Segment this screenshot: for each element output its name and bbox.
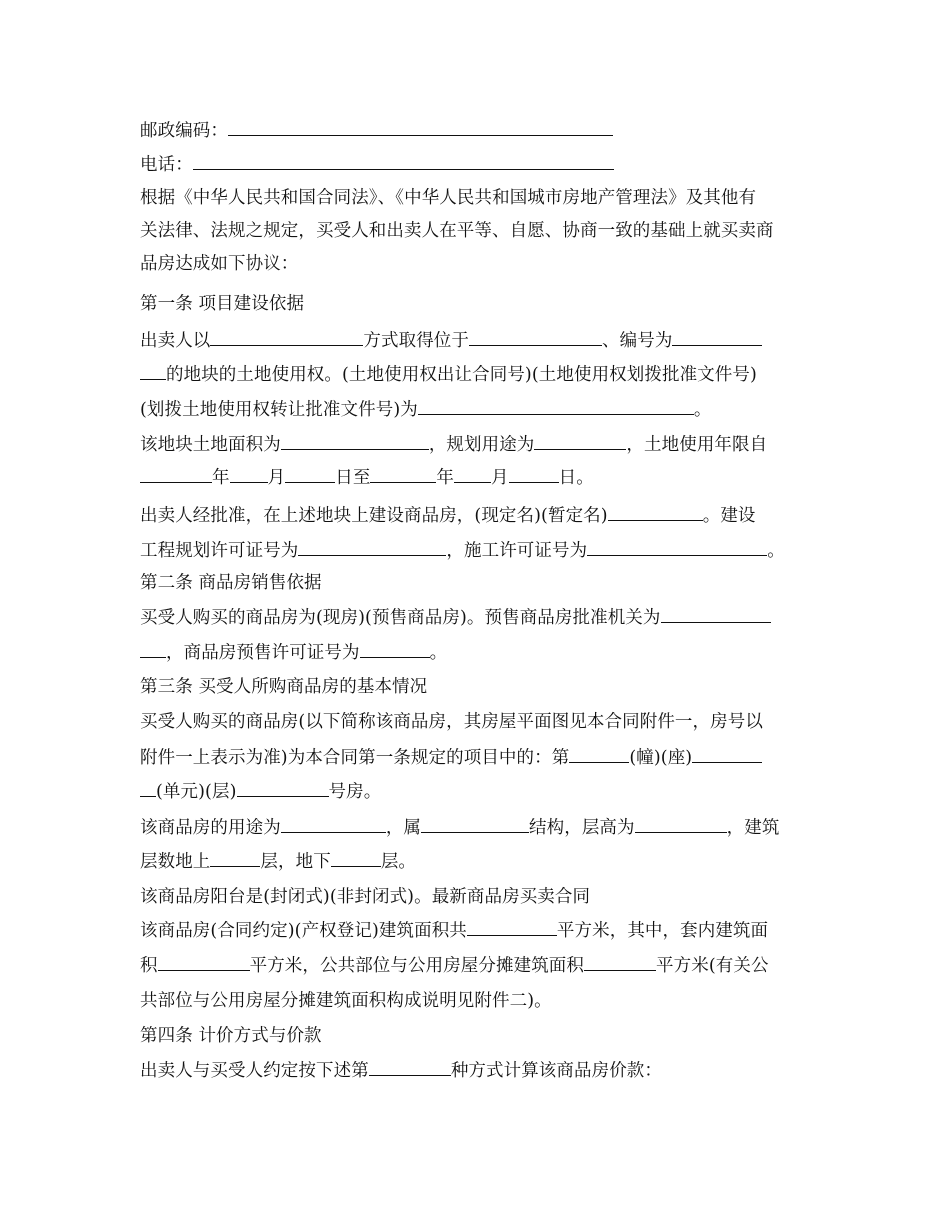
- text: 结构，层高为: [529, 818, 635, 838]
- blank-field[interactable]: [635, 818, 727, 833]
- text: 年: [212, 468, 230, 488]
- blank-field[interactable]: [692, 748, 762, 763]
- text: 该地块土地面积为: [140, 435, 281, 455]
- text: 方式取得位于: [363, 331, 470, 351]
- text: 年: [436, 468, 455, 488]
- paragraph-line: 该商品房阳台是(封闭式)(非封闭式)。最新商品房买卖合同: [140, 887, 591, 907]
- text: (幢)(座): [629, 748, 693, 768]
- paragraph-line: [140, 1060, 820, 1082]
- article-4-heading: 第四条 计价方式与价款: [140, 1026, 322, 1046]
- text: 层，地下: [260, 852, 331, 872]
- text: 。: [429, 643, 448, 663]
- text: 层。: [380, 852, 417, 872]
- text: ，商品房预售许可证号为: [166, 643, 360, 663]
- paragraph-line: [140, 505, 820, 527]
- text: ，施工许可证号为: [446, 541, 588, 561]
- blank-field[interactable]: [672, 331, 762, 346]
- text: ，属: [385, 818, 422, 838]
- blank-field[interactable]: [140, 782, 156, 797]
- blank-field[interactable]: [281, 435, 429, 450]
- blank-field[interactable]: [509, 468, 559, 483]
- text: 出卖人以: [140, 331, 211, 351]
- text: 买受人购买的商品房为(现房)(预售商品房)。预售商品房批准机关为: [140, 608, 661, 628]
- blank-field[interactable]: [285, 468, 335, 483]
- blank-field[interactable]: [140, 468, 212, 483]
- text: 月: [491, 468, 509, 488]
- text: 该商品房(合同约定)(产权登记)建筑面积共: [140, 921, 467, 941]
- text: ，建筑: [726, 818, 780, 838]
- postal-code-blank[interactable]: [228, 121, 613, 136]
- article-3-heading: 第三条 买受人所购商品房的基本情况: [140, 677, 428, 697]
- text: 出卖人与买受人约定按下述第: [140, 1061, 369, 1081]
- text: 。建设: [702, 506, 756, 526]
- text: 附件一上表示为准)为本合同第一条规定的项目中的：第: [140, 748, 570, 768]
- blank-field[interactable]: [281, 818, 386, 833]
- blank-field[interactable]: [298, 541, 446, 556]
- postal-code-line: [140, 120, 820, 142]
- text: 日至: [335, 468, 371, 488]
- text: 。: [767, 541, 785, 561]
- text: 月: [267, 468, 286, 488]
- paragraph-line: 根据《中华人民共和国合同法》、《中华人民共和国城市房地产管理法》及其他有: [140, 188, 757, 208]
- paragraph-line: [140, 851, 820, 873]
- phone-blank[interactable]: [193, 155, 614, 170]
- blank-field[interactable]: [418, 400, 694, 415]
- paragraph-line: [140, 781, 820, 803]
- blank-field[interactable]: [140, 365, 166, 380]
- paragraph-line: 共部位与公用房屋分摊建筑面积构成说明见附件二)。: [140, 991, 552, 1011]
- text: 积: [140, 956, 158, 976]
- blank-field[interactable]: [467, 921, 557, 936]
- text: 日。: [558, 468, 594, 488]
- text: ，规划用途为: [428, 435, 535, 455]
- blank-field[interactable]: [370, 468, 436, 483]
- blank-field[interactable]: [587, 541, 767, 556]
- blank-field[interactable]: [534, 435, 626, 450]
- blank-field[interactable]: [661, 608, 771, 623]
- paragraph-line: [140, 817, 820, 839]
- paragraph-line: [140, 434, 820, 456]
- blank-field[interactable]: [210, 852, 260, 867]
- postal-code-label: 邮政编码：: [140, 121, 228, 141]
- paragraph-line: 关法律、法规之规定，买受人和出卖人在平等、自愿、协商一致的基础上就买卖商: [140, 221, 774, 241]
- blank-field[interactable]: [158, 956, 250, 971]
- text: ，土地使用年限自: [626, 435, 768, 455]
- blank-field[interactable]: [369, 1061, 451, 1076]
- blank-field[interactable]: [469, 331, 602, 346]
- blank-field[interactable]: [584, 956, 656, 971]
- paragraph-line: 品房达成如下协议：: [140, 254, 299, 274]
- text: (单元)(层): [156, 782, 237, 802]
- text: 层数地上: [140, 852, 211, 872]
- paragraph-line: [140, 330, 820, 352]
- blank-field[interactable]: [360, 643, 430, 658]
- article-1-heading: 第一条 项目建设依据: [140, 294, 305, 314]
- text: 的地块的土地使用权。(土地使用权出让合同号)(土地使用权划拨批准文件号): [166, 365, 757, 385]
- text: 出卖人经批准，在上述地块上建设商品房，(现定名)(暂定名): [140, 506, 608, 526]
- text: (划拨土地使用权转让批准文件号)为: [140, 400, 418, 420]
- text: 平方米，公共部位与公用房屋分摊建筑面积: [249, 956, 585, 976]
- blank-field[interactable]: [140, 643, 166, 658]
- paragraph-line: 买受人购买的商品房(以下简称该商品房，其房屋平面图见本合同附件一，房号以: [140, 712, 763, 732]
- text: 、编号为: [602, 331, 673, 351]
- paragraph-line: [140, 399, 820, 421]
- text: 该商品房的用途为: [140, 818, 281, 838]
- text: 号房。: [328, 782, 382, 802]
- paragraph-line: [140, 920, 820, 942]
- paragraph-line: [140, 747, 820, 769]
- blank-field[interactable]: [230, 468, 268, 483]
- paragraph-line: [140, 540, 820, 562]
- phone-label: 电话：: [140, 155, 193, 175]
- blank-field[interactable]: [421, 818, 529, 833]
- article-2-heading: 第二条 商品房销售依据: [140, 573, 322, 593]
- paragraph-line: [140, 642, 820, 664]
- paragraph-line: [140, 364, 820, 386]
- paragraph-line: [140, 955, 820, 977]
- blank-field[interactable]: [608, 506, 703, 521]
- text: 种方式计算该商品房价款：: [450, 1061, 663, 1081]
- paragraph-line: [140, 467, 820, 489]
- paragraph-line: [140, 607, 820, 629]
- text: 。: [693, 400, 712, 420]
- blank-field[interactable]: [331, 852, 381, 867]
- blank-field[interactable]: [210, 331, 363, 346]
- text: 工程规划许可证号为: [140, 541, 299, 561]
- blank-field[interactable]: [237, 782, 329, 797]
- phone-line: [140, 154, 820, 176]
- text: 平方米(有关公: [656, 956, 769, 976]
- text: 平方米，其中，套内建筑面: [556, 921, 769, 941]
- blank-field[interactable]: [454, 468, 491, 483]
- blank-field[interactable]: [569, 748, 629, 763]
